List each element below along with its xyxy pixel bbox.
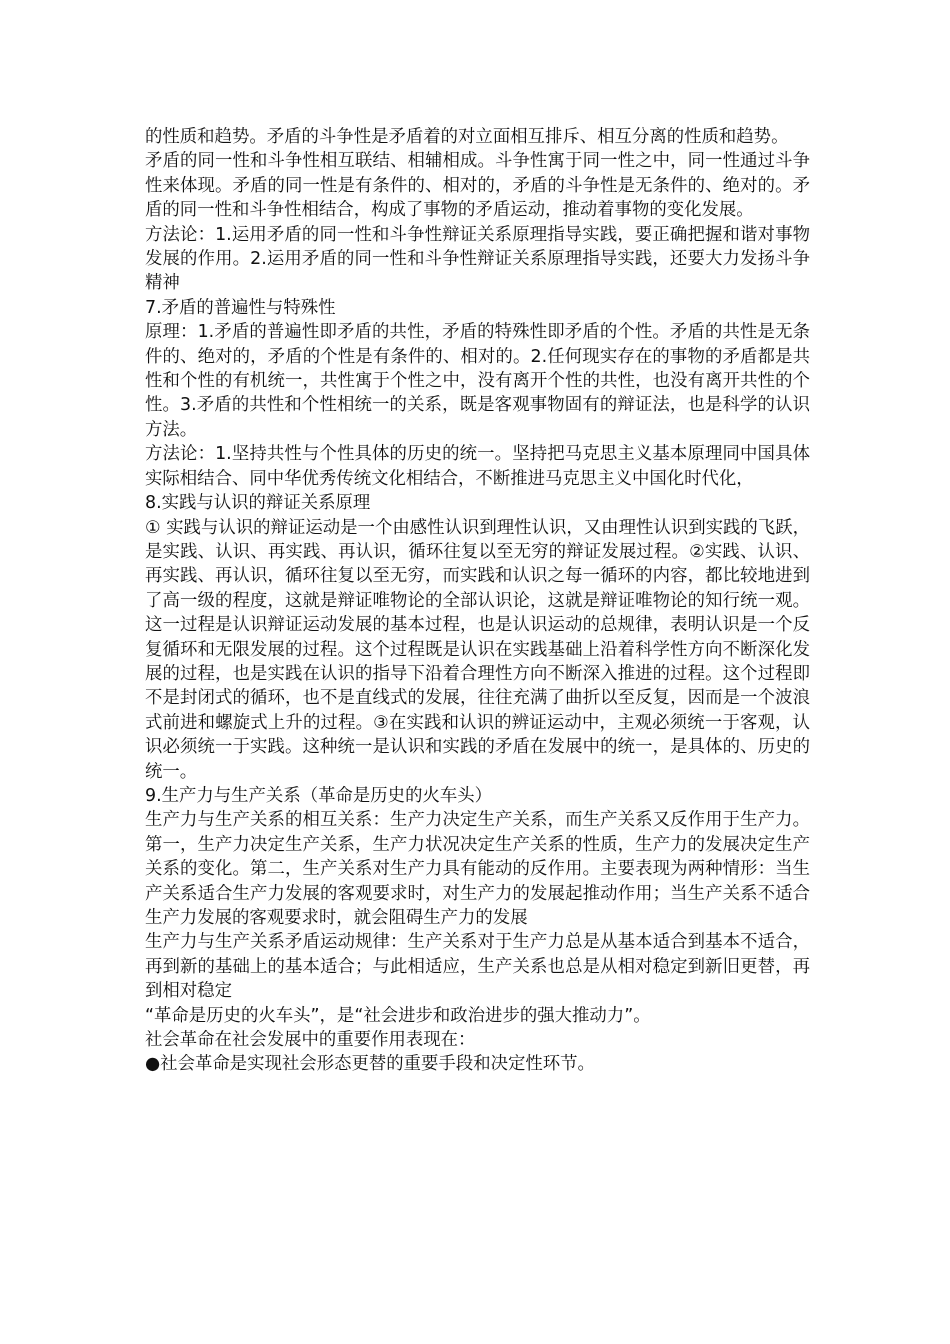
paragraph-principle-universality: 原理：1.矛盾的普遍性即矛盾的共性，矛盾的特殊性即矛盾的个性。矛盾的共性是无条件的、绝对的，矛盾的个性是有条件的、相对的。2.任何现实存在的事物的矛盾都是共性和个性的有机统一，共性寓于个性之中，没有离开个性的共性，也没有离开共性的个性。3.矛盾的共性和个性相统一的关系，既是客观事物固有的辩证法，也是科学的认识方法。	[145, 322, 810, 440]
paragraph-contradiction-struggle-end: 的性质和趋势。矛盾的斗争性是矛盾着的对立面相互排斥、相互分离的性质和趋势。	[145, 127, 789, 147]
heading-8-practice-and-cognition: 8.实践与认识的辩证关系原理	[145, 493, 371, 514]
paragraph-revolution-quote: “革命是历史的火车头”，是“社会进步和政治进步的强大推动力”。	[145, 1005, 651, 1026]
paragraph-methodology-identity-struggle: 方法论：1.运用矛盾的同一性和斗争性辩证关系原理指导实践，要正确把握和谐对事物发展的作用。2.运用矛盾的同一性和斗争性辩证关系原理指导实践，还要大力发扬斗争精神	[145, 224, 810, 294]
heading-9-productive-forces: 9.生产力与生产关系（革命是历史的火车头）	[145, 785, 493, 806]
paragraph-methodology-universality: 方法论：1.坚持共性与个性具体的历史的统一。坚持把马克思主义基本原理同中国具体实际相结合、同中华优秀传统文化相结合，不断推进马克思主义中国化时代化，	[145, 444, 810, 489]
paragraph-revolution-role-intro: 社会革命在社会发展中的重要作用表现在：	[145, 1030, 476, 1051]
paragraph-contradiction-law: 生产力与生产关系矛盾运动规律：生产关系对于生产力总是从基本适合到基本不适合，再到新的基础上的基本适合；与此相适应，生产关系也总是从相对稳定到新旧更替，再到相对稳定	[145, 932, 810, 1002]
paragraph-identity-and-struggle: 矛盾的同一性和斗争性相互联结、相辅相成。斗争性寓于同一性之中，同一性通过斗争性来体现。矛盾的同一性是有条件的、相对的，矛盾的斗争性是无条件的、绝对的。矛盾的同一性和斗争性相结合，构成了事物的矛盾运动，推动着事物的变化发展。	[145, 151, 810, 221]
document-body	[145, 125, 810, 1077]
heading-7-universality-particularity: 7.矛盾的普遍性与特殊性	[145, 297, 336, 318]
paragraph-productive-relations: 生产力与生产关系的相互关系：生产力决定生产关系，而生产关系又反作用于生产力。第一，生产力决定生产关系，生产力状况决定生产关系的性质，生产力的发展决定生产关系的变化。第二，生产关系对生产力具有能动的反作用。主要表现为两种情形：当生产关系适合生产力发展的客观要求时，对生产力的发展起推动作用；当生产关系不适合生产力发展的客观要求时，就会阻碍生产力的发展	[145, 810, 810, 928]
paragraph-practice-cognition: ① 实践与认识的辩证运动是一个由感性认识到理性认识，又由理性认识到实践的飞跃，是实践、认识、再实践、再认识，循环往复以至无穷的辩证发展过程。②实践、认识、再实践、再认识，循环往复以至无穷，而实践和认识之每一循环的内容，都比较地进到了高一级的程度，这就是辩证唯物论的全部认识论，这就是辩证唯物论的知行统一观。这一过程是认识辩证运动发展的基本过程，也是认识运动的总规律，表明认识是一个反复循环和无限发展的过程。这个过程既是认识在实践基础上沿着科学性方向不断深化发展的过程，也是实践在认识的指导下沿着合理性方向不断深入推进的过程。这个过程即不是封闭式的循环，也不是直线式的发展，往往充满了曲折以至反复，因而是一个波浪式前进和螺旋式上升的过程。③在实践和认识的辨证运动中，主观必须统一于客观，认识必须统一于实践。这种统一是认识和实践的矛盾在发展中的统一，是具体的、历史的统一。	[145, 517, 810, 782]
bullet-social-revolution: ●社会革命是实现社会形态更替的重要手段和决定性环节。	[145, 1054, 595, 1075]
